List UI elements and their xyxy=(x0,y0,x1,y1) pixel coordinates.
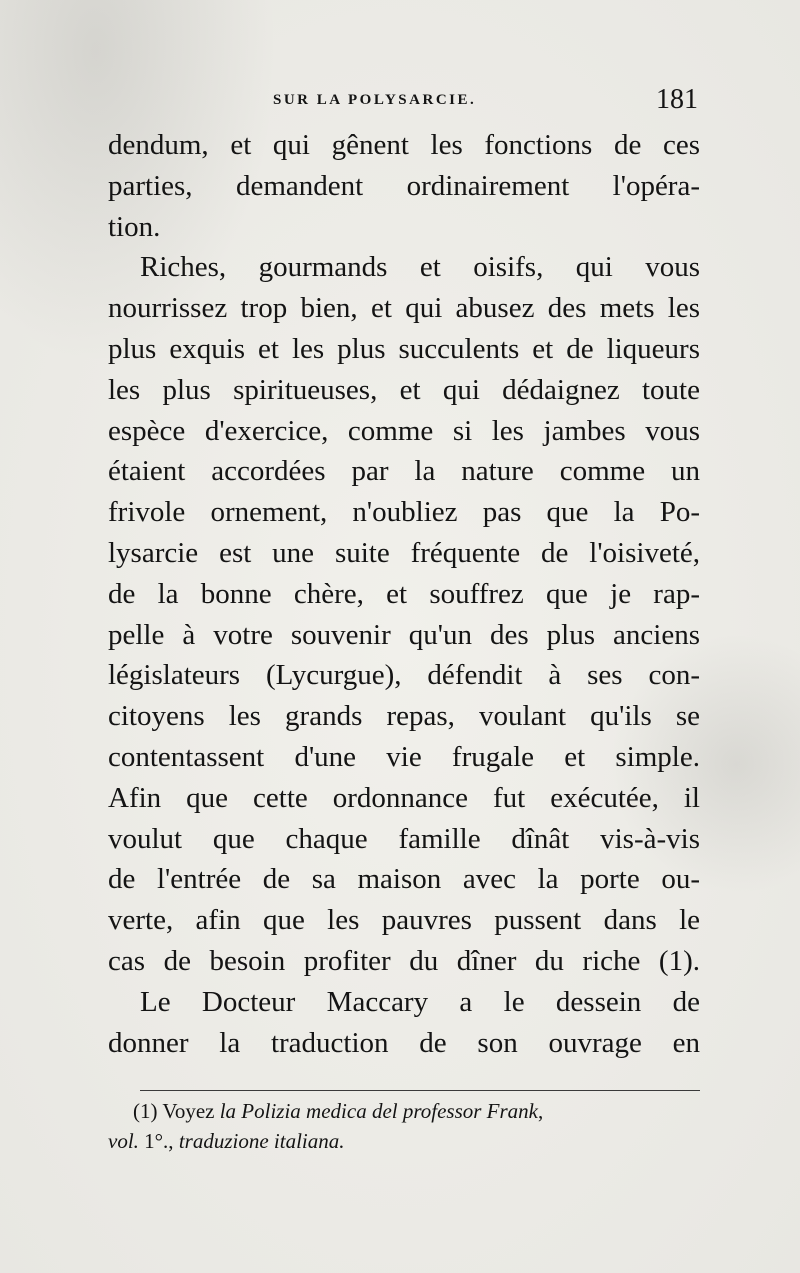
footnote-line xyxy=(108,1126,700,1156)
text-line: de l'entrée de sa maison avec la porte ou- xyxy=(108,863,700,896)
text-line: pelle à votre souvenir qu'un des plus anciens xyxy=(108,618,700,651)
text-line: Riches, gourmands et oisifs, qui vous xyxy=(140,251,700,284)
footnote-punct: , xyxy=(538,1099,544,1123)
text-line: donner la traduction de son ouvrage en xyxy=(108,1026,700,1059)
footnote-rule xyxy=(140,1090,700,1091)
running-title: SUR LA POLYSARCIE. xyxy=(273,92,477,108)
text-line: de la bonne chère, et souffrez que je rap- xyxy=(108,577,700,610)
text-line: dendum, et qui gênent les fonctions de ces xyxy=(108,129,700,161)
text-line: Le Docteur Maccary a le dessein de xyxy=(140,985,700,1018)
text-line: parties, demandent ordinairement l'opéra- xyxy=(108,169,700,202)
text-line: verte, afin que les pauvres pussent dans le xyxy=(108,904,700,937)
text-line: frivole ornement, n'oubliez pas que la Po- xyxy=(108,496,700,529)
page-header xyxy=(273,84,698,118)
footnote-marker: (1) Voyez xyxy=(133,1099,220,1123)
text-line: citoyens les grands repas, voulant qu'ils se xyxy=(108,700,700,733)
text-line: Afin que cette ordonnance fut exécutée, il xyxy=(108,781,700,814)
text-line: lysarcie est une suite fréquente de l'oisiveté, xyxy=(108,536,700,569)
text-line: étaient accordées par la nature comme un xyxy=(108,455,700,488)
text-line: les plus spiritueuses, et qui dédaignez toute xyxy=(108,373,700,406)
footnote-volume: vol. xyxy=(108,1129,139,1153)
body-text xyxy=(108,125,700,1063)
text-line: contentassent d'une vie frugale et simple. xyxy=(108,740,700,773)
text-line: plus exquis et les plus succulents et de liqueurs xyxy=(108,332,700,365)
text-line: voulut que chaque famille dînât vis-à-vis xyxy=(108,822,700,855)
text-line: nourrissez trop bien, et qui abusez des mets les xyxy=(108,292,700,325)
footnote xyxy=(108,1096,700,1156)
footnote-volume-number: 1°., xyxy=(138,1129,179,1153)
footnote-translation: traduzione italiana. xyxy=(178,1129,345,1153)
text-line: législateurs (Lycurgue), défendit à ses con- xyxy=(108,659,700,692)
text-line: tion. xyxy=(108,210,161,243)
page-number: 181 xyxy=(656,84,698,115)
footnote-line xyxy=(108,1096,700,1126)
text-line: cas de besoin profiter du dîner du riche (1). xyxy=(108,944,700,977)
text-line: espèce d'exercice, comme si les jambes vous xyxy=(108,414,700,447)
footnote-citation: la Polizia medica del professor Frank xyxy=(219,1099,538,1123)
